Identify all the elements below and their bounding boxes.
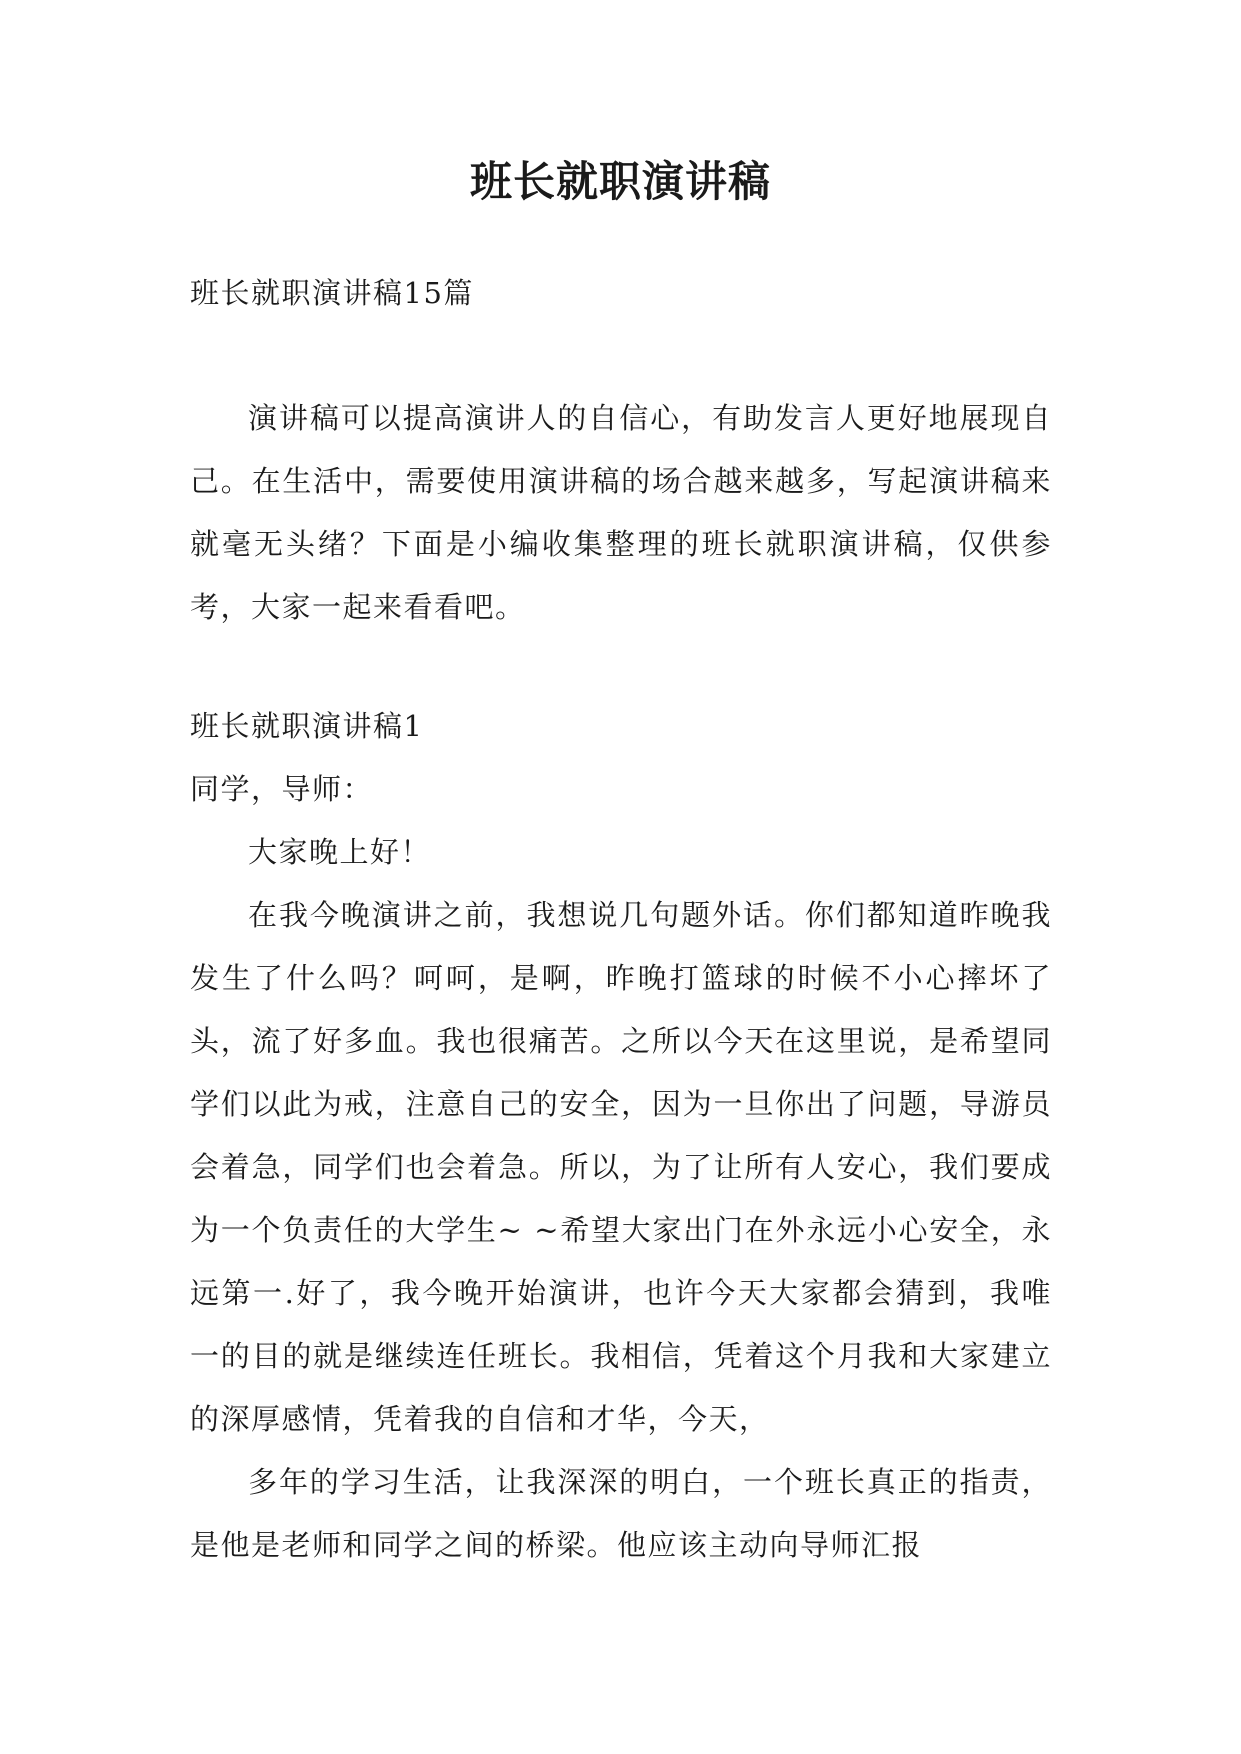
body-paragraph-2: 多年的学习生活，让我深深的明白，一个班长真正的指责，是他是老师和同学之间的桥梁。他应该主动向导师汇报 [190,1465,1052,1562]
document-body [190,262,1052,1577]
document-subtitle: 班长就职演讲稿15篇 [190,276,474,310]
greeting: 大家晚上好！ [248,835,432,869]
body-paragraph-1: 在我今晚演讲之前，我想说几句题外话。你们都知道昨晚我发生了什么吗？呵呵，是啊，昨晚打篮球的时候不小心摔坏了头，流了好多血。我也很痛苦。之所以今天在这里说，是希望同学们以此为戒，注意自己的安全，因为一旦你出了问题，导游员会着急，同学们也会着急。所以，为了让所有人安心，我们要成为一个负责任的大学生~ ~希望大家出门在外永远小心安全，永远第一.好了，我今晚开始演讲，也许今天大家都会猜到，我唯一的目的就是继续连任班长。我相信，凭着这个月我和大家建立的深厚感情，凭着我的自信和才华，今天， [190,898,1052,1436]
intro-paragraph: 演讲稿可以提高演讲人的自信心，有助发言人更好地展现自己。在生活中，需要使用演讲稿的场合越来越多，写起演讲稿来就毫无头绪？下面是小编收集整理的班长就职演讲稿，仅供参考，大家一起来看看吧。 [190,401,1052,624]
document-title: 班长就职演讲稿 [469,157,771,206]
section-heading: 班长就职演讲稿1 [190,709,424,743]
salutation: 同学，导师： [190,772,374,806]
